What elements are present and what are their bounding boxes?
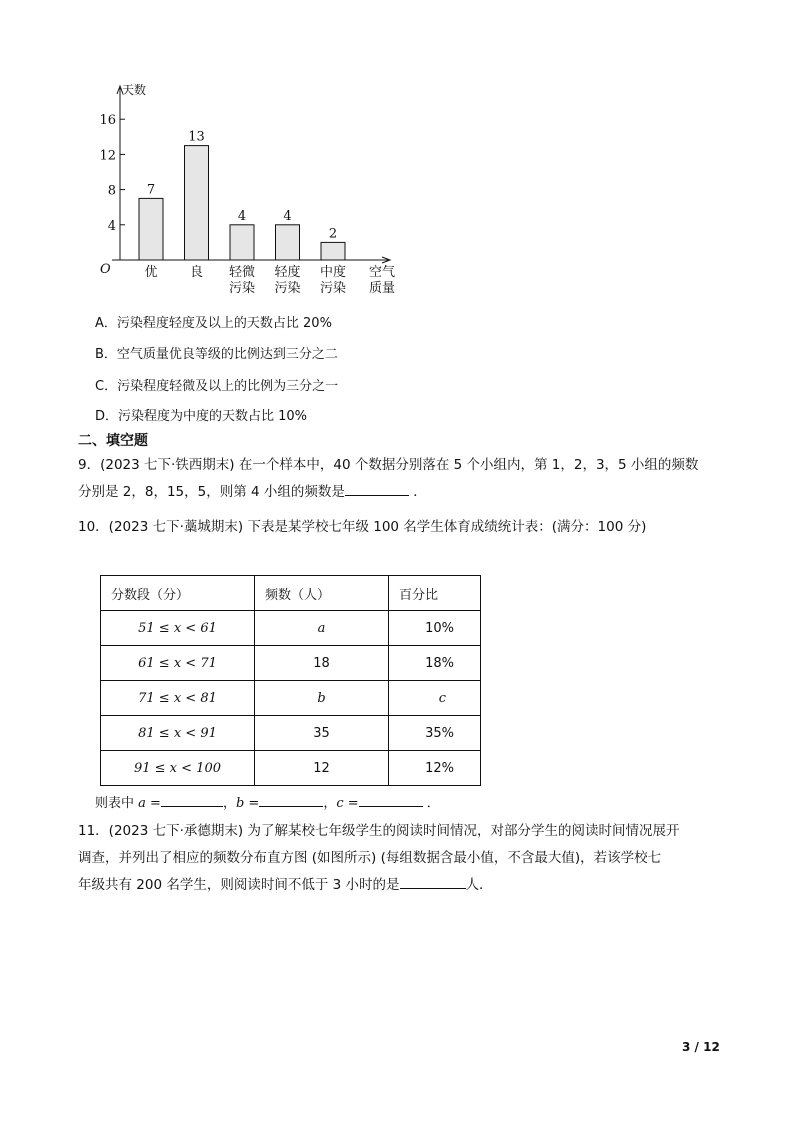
question-11-line3	[78, 872, 728, 899]
answer-blank[interactable]	[345, 481, 409, 496]
table-row	[101, 646, 481, 681]
table-cell: 35%	[389, 716, 481, 751]
table-cell: c	[389, 681, 481, 716]
table-cell: 18	[255, 646, 389, 681]
table-cell: a	[255, 611, 389, 646]
category-label: 轻微	[228, 265, 256, 280]
category-label: 轻度	[274, 265, 301, 280]
table-cell: 10%	[389, 611, 481, 646]
blank-a[interactable]	[161, 792, 223, 807]
origin-label: O	[100, 262, 111, 277]
x-axis-label: 空气	[368, 265, 396, 280]
y-axis-label: 天数	[122, 83, 147, 97]
air-quality-bar-chart	[96, 80, 416, 302]
question-11-text: 年级共有 200 名学生，则阅读时间不低于 3 小时的是	[78, 877, 400, 893]
score-table	[100, 575, 481, 786]
question-11-line1: 11．(2023 七下·承德期末) 为了解某校七年级学生的阅读时间情况，对部分学生的阅读时间情况展开	[78, 823, 680, 839]
section-title: 二、填空题	[78, 433, 148, 449]
y-tick-label: 12	[99, 148, 116, 164]
y-tick-label: 16	[99, 113, 116, 129]
question-9	[78, 452, 728, 506]
table-header-row	[101, 576, 481, 611]
table-cell: 91 ≤ x < 100	[101, 751, 255, 786]
bar-value-label: 7	[146, 182, 156, 198]
fill-end: ．	[426, 796, 440, 811]
table-cell: 35	[255, 716, 389, 751]
question-10-text: 10．(2023 七下·藁城期末) 下表是某学校七年级 100 名学生体育成绩统计表：(满分：100 分)	[78, 519, 647, 535]
question-10-fill-line	[95, 792, 440, 811]
category-label: 中度	[319, 265, 347, 280]
blank-b[interactable]	[259, 792, 323, 807]
bar-value-label: 4	[283, 208, 292, 224]
table-row	[101, 681, 481, 716]
blank-a-label: a =	[138, 796, 161, 811]
y-tick-label: 4	[107, 218, 116, 234]
bar-value-label: 2	[328, 226, 338, 242]
chart-labels	[99, 82, 395, 296]
question-9-text: 分别是 2，8，15，5，则第 4 小组的频数是	[78, 484, 345, 500]
category-label: 优	[144, 265, 158, 280]
option-d: D．污染程度为中度的天数占比 10%	[95, 409, 308, 424]
blank-c-label: c =	[336, 796, 359, 811]
table-cell: b	[255, 681, 389, 716]
blank-c[interactable]	[359, 792, 423, 807]
table-cell: 12	[255, 751, 389, 786]
category-label: 污染	[228, 281, 256, 296]
table-header: 百分比	[389, 576, 481, 611]
fill-prefix: 则表中	[95, 796, 135, 811]
table-row	[101, 716, 481, 751]
question-11-line2: 调查，并列出了相应的频数分布直方图 (如图所示) (每组数据含最小值，不含最大值)，若该学校七	[78, 850, 662, 866]
category-label: 污染	[274, 281, 301, 296]
bar	[185, 146, 209, 260]
bar	[139, 198, 163, 260]
page-number: 3 / 12	[682, 1040, 720, 1054]
blank-b-label: b =	[235, 796, 260, 811]
bar	[230, 225, 254, 260]
table-cell: 71 ≤ x < 81	[101, 681, 255, 716]
table-cell: 81 ≤ x < 91	[101, 716, 255, 751]
separator: ，	[222, 796, 236, 811]
table-cell: 18%	[389, 646, 481, 681]
table-cell: 51 ≤ x < 61	[101, 611, 255, 646]
category-label: 良	[189, 265, 204, 280]
option-c: C．污染程度轻微及以上的比例为三分之一	[95, 379, 339, 394]
separator: ，	[323, 796, 337, 811]
table-row	[101, 611, 481, 646]
x-axis-label: 质量	[368, 281, 396, 296]
question-11-end: 人．	[465, 877, 493, 893]
question-11	[78, 818, 728, 899]
table-header: 分数段（分）	[101, 576, 255, 611]
question-9-line1: 9．(2023 七下·铁西期末) 在一个样本中，40 个数据分别落在 5 个小组内，第 1，2，3，5 小组的频数	[78, 457, 699, 473]
bar	[321, 242, 345, 260]
option-b: B．空气质量优良等级的比例达到三分之二	[95, 347, 338, 362]
question-9-end: ．	[413, 484, 427, 500]
bar-value-label: 13	[188, 129, 205, 145]
bar	[276, 225, 300, 260]
table-header: 频数（人）	[255, 576, 389, 611]
answer-blank[interactable]	[400, 874, 466, 889]
question-9-line2	[78, 479, 728, 506]
table-cell: 12%	[389, 751, 481, 786]
option-a: A．污染程度轻度及以上的天数占比 20%	[95, 316, 332, 331]
table-cell: 61 ≤ x < 71	[101, 646, 255, 681]
bar-value-label: 4	[237, 208, 247, 224]
chart-bars	[139, 146, 345, 260]
category-label: 污染	[319, 281, 347, 296]
table-row	[101, 751, 481, 786]
y-tick-label: 8	[107, 183, 116, 199]
